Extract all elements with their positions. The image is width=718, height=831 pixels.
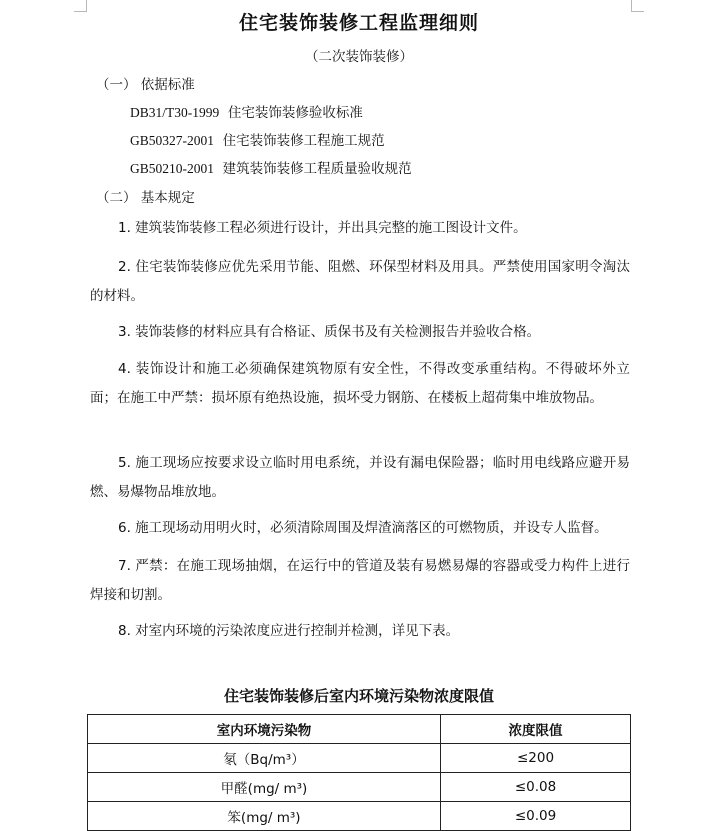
rule-paragraph: 1. 建筑装饰装修工程必须进行设计，并出具完整的施工图设计文件。 <box>118 220 527 236</box>
section-heading-standards: （一） 依据标准 <box>96 77 195 93</box>
standard-name: 住宅装饰装修工程施工规范 <box>222 133 385 149</box>
pollutant-cell: 笨(mg/ m³) <box>88 802 441 831</box>
table-header-row <box>88 715 631 744</box>
limit-cell: ≤0.08 <box>441 773 631 802</box>
table-title: 住宅装饰装修后室内环境污染物浓度限值 <box>223 687 494 705</box>
table-row <box>88 773 631 802</box>
pollutant-cell: 甲醛(mg/ m³) <box>88 773 441 802</box>
standard-code: DB31/T30-1999 <box>130 105 220 120</box>
rule-paragraph: 7. 严禁：在施工现场抽烟，在运行中的管道及装有易燃易爆的容器或受力构件上进行焊接和切割。 <box>90 558 630 603</box>
standard-name: 住宅装饰装修验收标准 <box>227 105 363 121</box>
limit-cell: ≤0.09 <box>441 802 631 831</box>
document-subtitle: （二次装饰装修） <box>305 49 413 65</box>
limit-cell: ≤200 <box>441 744 631 773</box>
standard-code: GB50210-2001 <box>130 161 214 176</box>
standard-name: 建筑装饰装修工程质量验收规范 <box>222 161 412 177</box>
rule-paragraph: 6. 施工现场动用明火时，必须清除周围及焊渣滴落区的可燃物质，并设专人监督。 <box>118 520 608 536</box>
rule-paragraph: 3. 装饰装修的材料应具有合格证、质保书及有关检测报告并验收合格。 <box>118 324 541 340</box>
table-row <box>88 744 631 773</box>
pollutant-limits-table <box>87 714 631 831</box>
rule-paragraph: 8. 对室内环境的污染浓度应进行控制并检测，详见下表。 <box>118 623 460 639</box>
standard-item <box>130 157 412 177</box>
document-title: 住宅装饰装修工程监理细则 <box>238 12 479 34</box>
standard-item <box>130 101 363 121</box>
rule-paragraph: 5. 施工现场应按要求设立临时用电系统，并设有漏电保险器；临时用电线路应避开易燃、易爆物品堆放地。 <box>90 455 630 500</box>
standard-code: GB50327-2001 <box>130 133 214 148</box>
rule-paragraph: 4. 装饰设计和施工必须确保建筑物原有安全性，不得改变承重结构。不得破坏外立面；在施工中严禁：损坏原有绝热设施，损坏受力钢筋、在楼板上超荷集中堆放物品。 <box>90 361 630 406</box>
rule-paragraph: 2. 住宅装饰装修应优先采用节能、阻燃、环保型材料及用具。严禁使用国家明令淘汰的材料。 <box>90 259 630 304</box>
section-heading-rules: （二） 基本规定 <box>96 190 195 206</box>
table-row <box>88 802 631 831</box>
table-header-pollutant: 室内环境污染物 <box>88 715 441 744</box>
pollutant-cell: 氡（Bq/m³） <box>88 744 441 773</box>
standard-item <box>130 129 385 149</box>
table-header-limit: 浓度限值 <box>441 715 631 744</box>
